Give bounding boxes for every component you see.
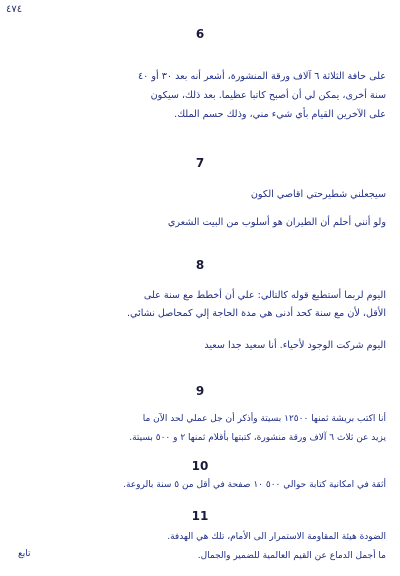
text-line: سيجعلني شطيرحتي اقاصي الكون [250,189,386,200]
text-line: سنة أخرى، يمكن لي أن أصبح كاتبا عظيما. بعد ذلك، سيكون [150,90,386,101]
section-number: 8 [195,258,205,272]
text-line: على الآخرين القيام بأي شيء مني، وذلك حسم الملك. [174,109,386,120]
section-number: 11 [191,509,209,523]
text-line: ما أجمل الدماع عن القيم العالمية للضمير والجمال. [197,551,386,561]
text-line: اليوم لربما أستطيع قوله كالتالي: علي أن أخطط مع سنة على [143,290,386,301]
section-number: 6 [195,27,205,41]
section-number: 7 [195,156,205,170]
page-number: ٤٧٤ [6,4,23,15]
text-line: الضودة هيئة المقاومة الاستمرار الى الأمام، تلك هي الهدفة. [167,532,386,542]
text-line: ولو أنني أحلم أن الطيران هو أسلوب من البيت الشعري [167,217,386,228]
text-line: على حافة الثلاثة ٦ آلاف ورقة المنشورة، أشعر أنه بعد ٣٠ أو ٤٠ [137,71,386,82]
text-line: أثقة في امكانية كتابة حوالي ٥٠٠ ١٠ صفحة في أقل من ٥ سنة بالروعة. [123,480,386,490]
text-line: اليوم شركت الوجود لأحياء. أنا سعيد جدا سعيد [204,340,386,351]
text-line: يزيد عن ثلاث ٦ آلاف ورقة منشورة، كتبتها بأقلام ثمنها ٢ و ٥٠٠ بسيتة. [129,433,386,443]
text-line: الأقل، لأن مع سنة كحد أدنى هي مدة الحاجة إلي كمحاصل نشائي. [127,308,386,319]
section-number: 9 [195,384,205,398]
text-line: أنا اكتب بريشة ثمنها ١٢٥٠٠ بسيتة وأذكر أن جل عملي لحد الآن ما [142,414,386,424]
signature-note: تابع [18,549,31,559]
section-number: 10 [191,459,209,473]
